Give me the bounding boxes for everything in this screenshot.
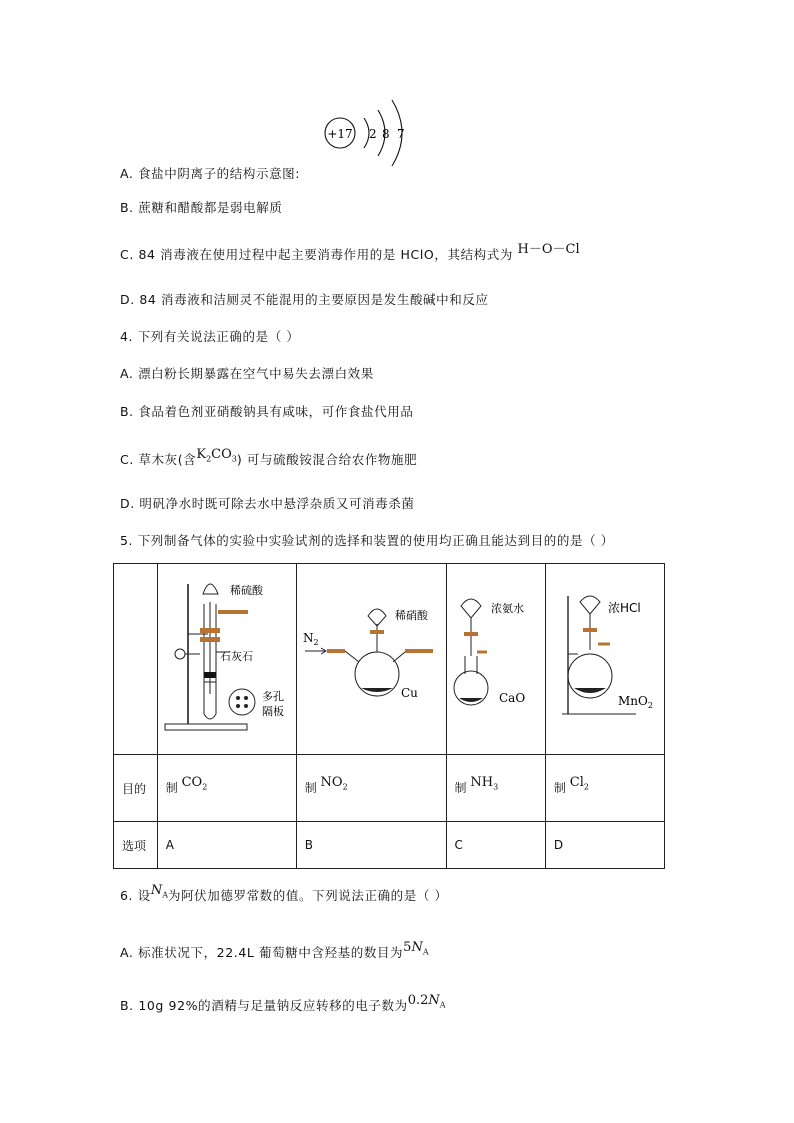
label-limestone: 石灰石 — [219, 650, 253, 663]
apparatus-d-cell — [545, 564, 664, 755]
nucleus-charge: +17 — [327, 127, 353, 141]
q4-option-c — [120, 447, 418, 470]
purpose-b: 制 $NO_2$ — [296, 755, 446, 822]
q6-option-b: B. 10g 92%的酒精与足量钠反应转移的电子数为$0.2N_A$ — [120, 993, 446, 1013]
q4-stem: 4. 下列有关说法正确的是（ ） — [120, 329, 300, 344]
option-c: C — [446, 822, 545, 869]
purpose-c: 制 $NH_3$ — [446, 755, 545, 822]
label-copper: Cu — [400, 686, 418, 700]
k2co3-formula: $K_2CO_3$ — [196, 447, 237, 464]
label-porous-plate-2: 隔板 — [261, 705, 284, 718]
q6-option-a: A. 标准状况下，22.4L 葡萄糖中含羟基的数目为$5N_A$ — [120, 940, 429, 960]
purpose-row — [114, 755, 665, 822]
label-calcium-oxide: CaO — [498, 691, 525, 705]
q3-option-c — [120, 244, 580, 263]
q4-option-c-post: ) 可与硫酸铵混合给农作物施肥 — [236, 452, 418, 467]
q3-option-d: D. 84 消毒液和洁厕灵不能混用的主要原因是发生酸碱中和反应 — [120, 292, 489, 307]
purpose-d: 制 $Cl_2$ — [545, 755, 664, 822]
q3-option-a: A. 食盐中阴离子的结构示意图: — [120, 166, 301, 181]
q4-option-b: B. 食品着色剂亚硝酸钠具有咸味，可作食盐代用品 — [120, 404, 414, 419]
option-d: D — [545, 822, 664, 869]
apparatus-a-cell — [157, 564, 296, 755]
label-porous-plate-1: 多孔 — [261, 690, 284, 703]
option-a: A — [157, 822, 296, 869]
q4-option-d: D. 明矾净水时既可除去水中悬浮杂质又可消毒杀菌 — [120, 496, 415, 511]
avogadro-symbol: $N_A$ — [150, 883, 168, 900]
q4-option-c-pre: C. 草木灰(含 — [120, 452, 197, 467]
purpose-a: 制 $CO_2$ — [157, 755, 296, 822]
option-header: 选项 — [114, 822, 158, 869]
q4-option-a: A. 漂白粉长期暴露在空气中易失去漂白效果 — [120, 366, 374, 381]
apparatus-a-diagram — [158, 564, 297, 754]
label-conc-hcl: 浓HCl — [607, 601, 641, 615]
q3-option-c-text: C. 84 消毒液在使用过程中起主要消毒作用的是 HClO，其结构式为 — [120, 247, 513, 262]
purpose-header: 目的 — [114, 755, 158, 822]
apparatus-d-diagram — [546, 564, 665, 754]
label-dilute-sulfuric-acid: 稀硫酸 — [229, 584, 263, 597]
q3-option-b: B. 蔗糖和醋酸都是弱电解质 — [120, 200, 283, 215]
q5-stem: 5. 下列制备气体的实验中实验试剂的选择和装置的使用均正确且能达到目的的是（ ） — [120, 533, 614, 548]
shell-count-1: 2 — [369, 127, 377, 141]
hclo-structural-formula: H－O－Cl — [517, 242, 580, 257]
label-conc-ammonia: 浓氨水 — [490, 602, 524, 615]
shell-count-2: 8 — [382, 127, 390, 141]
label-nitrogen: $N_2$ — [302, 631, 319, 647]
label-dilute-nitric-acid: 稀硝酸 — [394, 609, 428, 622]
apparatus-c-diagram — [447, 564, 546, 754]
q6-stem: 6. 设$N_A$为阿伏加德罗常数的值。下列说法正确的是（ ） — [120, 883, 448, 903]
shell-count-3: 7 — [397, 127, 405, 141]
atom-structure-diagram — [318, 96, 418, 172]
q5-apparatus-table — [113, 563, 665, 869]
apparatus-b-cell — [296, 564, 446, 755]
apparatus-row — [114, 564, 665, 755]
option-row — [114, 822, 665, 869]
label-manganese-dioxide: MnO$_2$ — [617, 694, 653, 710]
apparatus-b-diagram — [297, 564, 447, 754]
apparatus-header-cell — [114, 564, 158, 755]
option-b: B — [296, 822, 446, 869]
apparatus-c-cell — [446, 564, 545, 755]
